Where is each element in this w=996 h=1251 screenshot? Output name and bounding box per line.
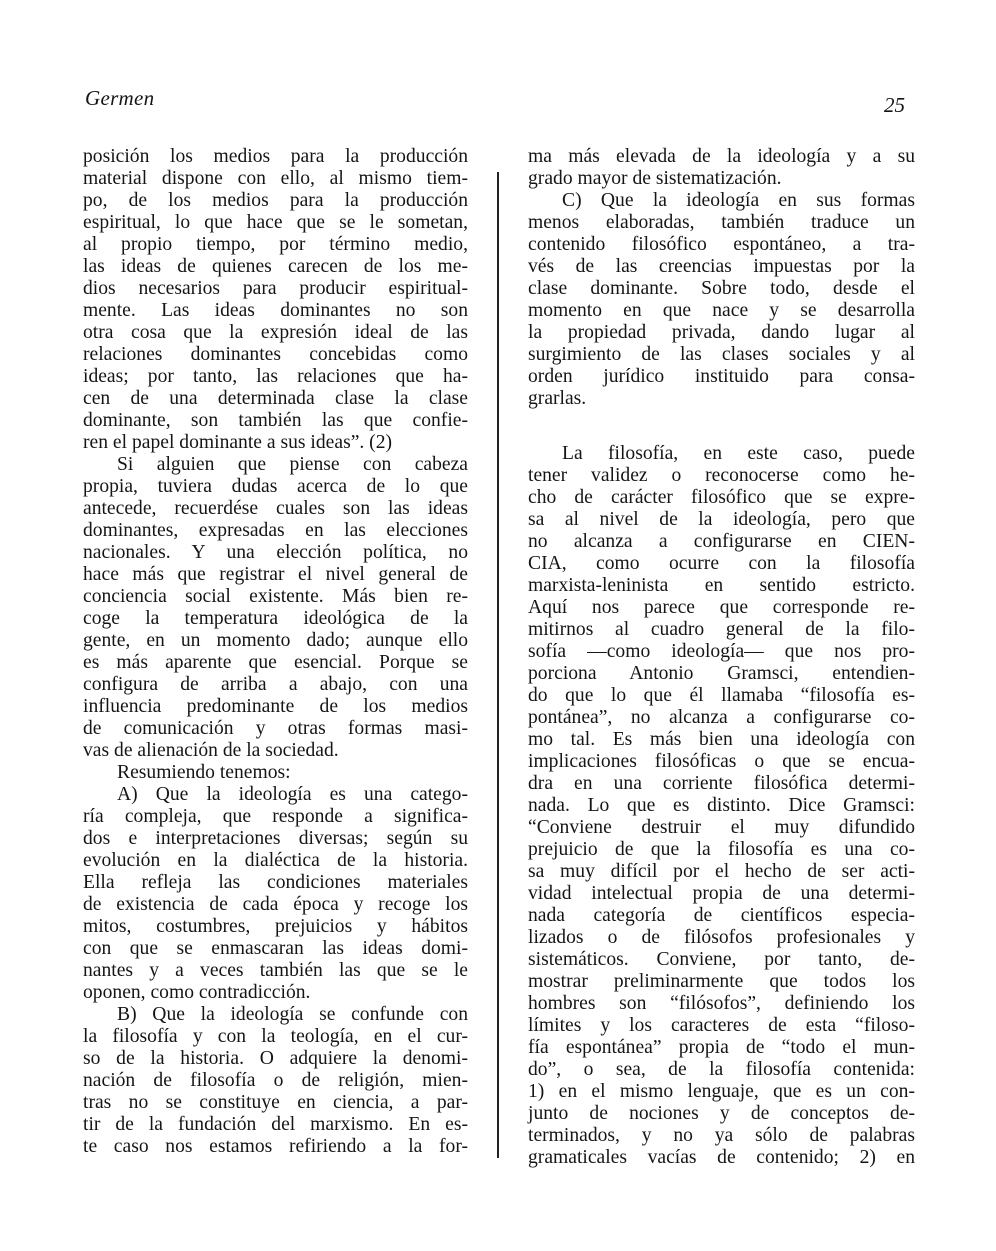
text-line: orden jurídico instituido para consa-	[528, 366, 915, 387]
text-line: de existencia de cada época y recoge los	[83, 894, 468, 915]
text-line: sa al nivel de la ideología, pero que	[528, 509, 915, 530]
text-line: clase dominante. Sobre todo, desde el	[528, 278, 915, 299]
text-line: fía espontánea” propia de “todo el mun-	[528, 1037, 915, 1058]
text-line: so de la historia. O adquiere la denomi-	[83, 1048, 468, 1069]
text-line: Aquí nos parece que corresponde re-	[528, 597, 915, 618]
right-column-bottom-block	[528, 443, 915, 1169]
text-line: menos elaboradas, también traduce un	[528, 212, 915, 233]
text-line: momento en que nace y se desarrolla	[528, 300, 915, 321]
text-line: sistemáticos. Conviene, por tanto, de-	[528, 949, 915, 970]
text-line: cen de una determinada clase la clase	[83, 388, 468, 409]
text-line: antecede, recuerdése cuales son las ideas	[83, 498, 468, 519]
text-line: dios necesarios para producir espiritual-	[83, 278, 468, 299]
right-column-top-block	[528, 146, 915, 410]
text-line: vas de alienación de la sociedad.	[83, 740, 339, 761]
text-line: dominantes, expresadas en las elecciones	[83, 520, 468, 541]
text-line: nada categoría de científicos especia-	[528, 905, 915, 926]
text-line: marxista-leninista en sentido estricto.	[528, 575, 915, 596]
text-line: configura de arriba a abajo, con una	[83, 674, 468, 695]
text-line: mente. Las ideas dominantes no son	[83, 300, 468, 321]
text-line: ría compleja, que responde a significa-	[83, 806, 468, 827]
text-line: A) Que la ideología es una catego-	[117, 784, 468, 805]
text-line: las ideas de quienes carecen de los me-	[83, 256, 468, 277]
text-line: do”, o sea, de la filosofía contenida:	[528, 1059, 915, 1080]
text-line: B) Que la ideología se confunde con	[117, 1004, 468, 1025]
text-line: gente, en un momento dado; aunque ello	[83, 630, 468, 651]
text-line: implicaciones filosóficas o que se encua-	[528, 751, 915, 772]
text-line: oponen, como contradicción.	[83, 982, 311, 1003]
text-line: tras no se constituye en ciencia, a par-	[83, 1092, 468, 1113]
text-line: vidad intelectual propia de una determi-	[528, 883, 915, 904]
text-line: tener validez o reconocerse como he-	[528, 465, 915, 486]
text-line: vés de las creencias impuestas por la	[528, 256, 915, 277]
text-line: evolución en la dialéctica de la historia.	[83, 850, 468, 871]
text-line: propia, tuviera dudas acerca de lo que	[83, 476, 468, 497]
text-line: ren el papel dominante a sus ideas”. (2)	[83, 432, 393, 453]
text-line: es más aparente que esencial. Porque se	[83, 652, 468, 673]
text-line: la filosofía y con la teología, en el cur-	[83, 1026, 468, 1047]
text-line: lizados o de filósofos profesionales y	[528, 927, 915, 948]
text-line: terminados, y no ya sólo de palabras	[528, 1125, 915, 1146]
text-line: po, de los medios para la producción	[83, 190, 468, 211]
text-line: porciona Antonio Gramsci, entendien-	[528, 663, 915, 684]
text-line: posición los medios para la producción	[83, 146, 468, 167]
text-line: hombres son “filósofos”, definiendo los	[528, 993, 915, 1014]
text-line: material dispone con ello, al mismo tiem-	[83, 168, 468, 189]
text-line: gramaticales vacías de contenido; 2) en	[528, 1147, 915, 1168]
column-divider	[497, 172, 499, 1158]
text-line: te caso nos estamos refiriendo a la for-	[83, 1136, 468, 1157]
text-line: La filosofía, en este caso, puede	[562, 443, 915, 464]
text-line: Resumiendo tenemos:	[117, 762, 291, 783]
text-line: al propio tiempo, por término medio,	[83, 234, 468, 255]
text-line: hace más que registrar el nivel general de	[83, 564, 468, 585]
text-line: 1) en el mismo lenguaje, que es un con-	[528, 1081, 915, 1102]
text-line: dos e interpretaciones diversas; según su	[83, 828, 468, 849]
text-line: prejuicio de que la filosofía es una co-	[528, 839, 915, 860]
text-line: sa muy difícil por el hecho de ser acti-	[528, 861, 915, 882]
text-line: límites y los caracteres de esta “filoso-	[528, 1015, 915, 1036]
text-line: sofía —como ideología— que nos pro-	[528, 641, 915, 662]
text-line: nada. Lo que es distinto. Dice Gramsci:	[528, 795, 915, 816]
text-line: relaciones dominantes concebidas como	[83, 344, 468, 365]
text-line: conciencia social existente. Más bien re-	[83, 586, 468, 607]
text-line: dra en una corriente filosófica determi-	[528, 773, 915, 794]
left-column	[83, 146, 468, 1158]
text-line: mo tal. Es más bien una ideología con	[528, 729, 915, 750]
text-line: de comunicación y otras formas masi-	[83, 718, 468, 739]
text-line: “Conviene destruir el muy difundido	[528, 817, 915, 838]
text-line: contenido filosófico espontáneo, a tra-	[528, 234, 915, 255]
text-line: do que lo que él llamaba “filosofía es-	[528, 685, 915, 706]
text-line: cho de carácter filosófico que se expre-	[528, 487, 915, 508]
paragraph-gap	[528, 410, 915, 443]
text-line: Ella refleja las condiciones materiales	[83, 872, 468, 893]
text-line: con que se enmascaran las ideas domi-	[83, 938, 468, 959]
text-line: influencia predominante de los medios	[83, 696, 468, 717]
text-line: pontánea”, no alcanza a configurarse co-	[528, 707, 915, 728]
text-line: tir de la fundación del marxismo. En es-	[83, 1114, 468, 1135]
text-line: grado mayor de sistematización.	[528, 168, 782, 189]
text-line: C) Que la ideología en sus formas	[562, 190, 915, 211]
page-number: 25	[884, 93, 905, 117]
text-line: nantes y a veces también las que se le	[83, 960, 468, 981]
text-line: grarlas.	[528, 388, 587, 409]
text-line: CIA, como ocurre con la filosofía	[528, 553, 915, 574]
text-line: surgimiento de las clases sociales y al	[528, 344, 915, 365]
text-line: otra cosa que la expresión ideal de las	[83, 322, 468, 343]
text-line: mostrar preliminarmente que todos los	[528, 971, 915, 992]
running-head: Germen	[85, 86, 155, 110]
right-column	[528, 146, 915, 1169]
text-line: nacionales. Y una elección política, no	[83, 542, 468, 563]
text-line: mitos, costumbres, prejuicios y hábitos	[83, 916, 468, 937]
text-line: ma más elevada de la ideología y a su	[528, 146, 915, 167]
text-line: espiritual, lo que hace que se le sometan,	[83, 212, 468, 233]
text-line: Si alguien que piense con cabeza	[117, 454, 468, 475]
text-line: mitirnos al cuadro general de la filo-	[528, 619, 915, 640]
text-line: no alcanza a configurarse en CIEN-	[528, 531, 915, 552]
text-line: nación de filosofía o de religión, mien-	[83, 1070, 468, 1091]
text-line: junto de nociones y de conceptos de-	[528, 1103, 915, 1124]
text-line: dominante, son también las que confie-	[83, 410, 468, 431]
text-line: coge la temperatura ideológica de la	[83, 608, 468, 629]
text-line: ideas; por tanto, las relaciones que ha-	[83, 366, 468, 387]
text-line: la propiedad privada, dando lugar al	[528, 322, 915, 343]
